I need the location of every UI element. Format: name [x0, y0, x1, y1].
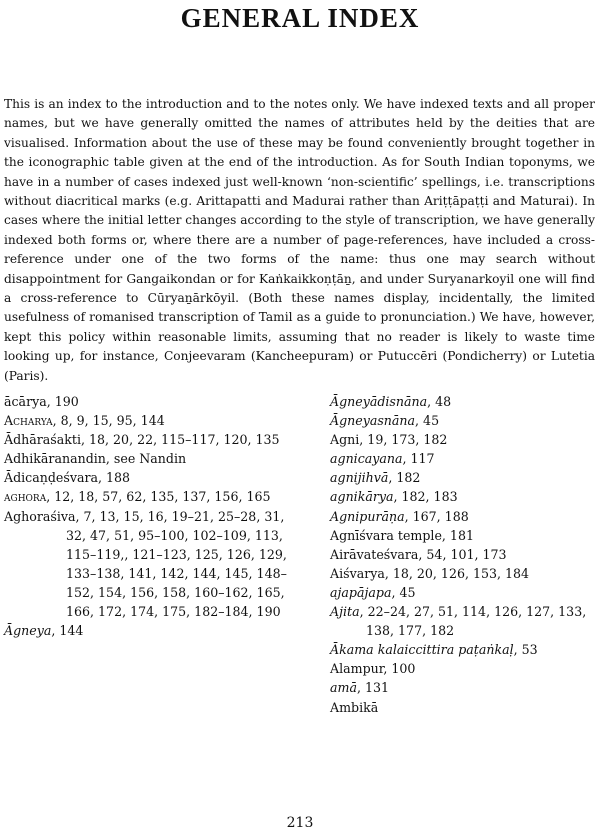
entry-head: Agni	[330, 432, 360, 448]
index-entry	[330, 678, 598, 697]
index-entry	[330, 507, 598, 526]
index-entry	[4, 430, 289, 449]
entry-refs: , 45	[415, 413, 440, 429]
page-title: GENERAL INDEX	[180, 3, 420, 33]
entry-refs: , 7, 13, 15, 16, 19–21, 25–28, 31, 32, 47, 51, 95–100, 102–109, 113, 115–119,, 121–123, 125, 126, 129, 133–138, 141, 142, 144, 145, 148–152, 154, 156, 158, 160–162, 165, 166, 172, 174, 175, 182–184, 190	[66, 508, 287, 620]
index-entry	[330, 583, 598, 602]
index-entry	[4, 621, 289, 640]
index-entry	[330, 526, 598, 545]
entry-head: aghora	[4, 489, 47, 505]
entry-head: Airāvateśvara	[330, 546, 419, 562]
entry-refs: , 100	[383, 661, 416, 677]
entry-head: Agnīśvara temple	[330, 527, 442, 543]
entry-head: Āgneyasnāna	[330, 413, 416, 429]
index-entry	[330, 659, 598, 678]
entry-refs: , 131	[356, 680, 390, 696]
entry-head: Alampur	[330, 661, 384, 677]
entry-head: Ajita	[330, 604, 360, 620]
index-entry	[330, 487, 598, 506]
index-entry	[330, 602, 598, 640]
entry-refs: , 48	[427, 394, 452, 409]
entry-head: Āgneya	[4, 623, 52, 639]
entry-refs: , 22–24, 27, 51, 114, 126, 127, 133, 138, 177, 182	[359, 604, 587, 639]
entry-head: Ādhāraśakti	[4, 432, 81, 448]
index-entry	[4, 487, 289, 506]
entry-head: Ākama kalaiccittira paṭaṅkaḷ	[330, 642, 514, 658]
index-entry	[4, 449, 289, 468]
entry-refs: , 181	[441, 527, 474, 543]
entry-head: ācārya	[4, 394, 47, 409]
index-entry	[4, 468, 289, 487]
entry-head: ajapājapa	[330, 584, 392, 600]
index-column-right	[330, 392, 598, 717]
entry-head: agnicayana	[330, 451, 403, 467]
entry-refs: , 53	[513, 642, 538, 658]
index-entry	[330, 449, 598, 468]
index-column-left	[4, 392, 289, 640]
entry-refs: , 8, 9, 15, 95, 144	[52, 413, 165, 429]
entry-refs: , 117	[402, 451, 435, 467]
index-entry	[330, 468, 598, 487]
index-entry	[4, 507, 289, 622]
entry-head: agnijihvā	[330, 470, 389, 486]
entry-head: Ādicaṇḍeśvara	[4, 470, 98, 486]
entry-head: Adhikāranandin	[4, 451, 106, 467]
index-entry	[4, 411, 289, 430]
entry-refs: , 188	[98, 470, 131, 486]
entry-refs: , 19, 173, 182	[359, 432, 448, 448]
index-entry	[4, 392, 289, 411]
index-entry	[330, 430, 598, 449]
entry-refs: , 18, 20, 126, 153, 184	[384, 565, 530, 581]
entry-head: amā	[330, 680, 357, 696]
index-entry	[330, 698, 598, 717]
entry-head: Agnipurāṇa	[330, 508, 405, 524]
entry-head: Aiśvarya	[330, 565, 385, 581]
index-entry	[330, 392, 598, 411]
index-entry	[330, 411, 598, 430]
entry-head: agnikārya	[330, 489, 394, 505]
intro-paragraph: This is an index to the introduction and to the notes only. We have indexed texts and all proper names, but we have generally omitted the names of attributes held by the deities that are visualised. Information about the use of these may be found conveniently brought together in the iconographic table given at the end of the introduction. As for South Indian toponyms, we have in a number of cases indexed just well-known ‘non-scientific’ spellings, i.e. transcriptions without diacritical marks (e.g. Arittapatti and Madurai rather than Ariṭṭāpaṭṭi and Maturai). In cases where the initial letter changes according to the style of transcription, we have generally indexed both forms or, where there are a number of page-references, have included a cross-reference under one of the two forms of the name: thus one may search without disappointment for Gangaikondan or for Kaṅkaikkoṇṭāṉ, and under Suryanarkoyil one will find a cross-reference to Cūryaṉārkōyil. (Both these names display, incidentally, the limited usefulness of romanised transcription of Tamil as a guide to pronunciation.) We have, however, kept this policy within reasonable limits, assuming that no reader is likely to waste time looking up, for instance, Conjeevaram (Kancheepuram) or Putuccēri (Pondicherry) or Lutetia (Paris).	[4, 97, 595, 383]
entry-refs: , 182	[388, 470, 421, 486]
entry-refs: , 182, 183	[393, 489, 458, 505]
index-entry	[330, 564, 598, 583]
entry-refs: , 54, 101, 173	[418, 546, 507, 562]
page-number: 213	[286, 815, 314, 831]
entry-refs: , 190	[46, 394, 79, 409]
entry-refs: , 12, 18, 57, 62, 135, 137, 156, 165	[46, 489, 271, 505]
entry-head: Aghoraśiva	[4, 508, 76, 524]
entry-head: Ambikā	[330, 699, 379, 715]
entry-head: Acharya	[4, 413, 53, 429]
entry-head: Āgneyādisnāna	[330, 394, 428, 409]
entry-refs: , 18, 20, 22, 115–117, 120, 135	[81, 432, 280, 448]
entry-refs: , 45	[391, 584, 416, 600]
index-entry	[330, 545, 598, 564]
index-entry	[330, 640, 598, 659]
entry-refs: , 144	[51, 623, 84, 639]
entry-refs: , 167, 188	[404, 508, 469, 524]
entry-refs: , see Nandin	[105, 451, 187, 467]
